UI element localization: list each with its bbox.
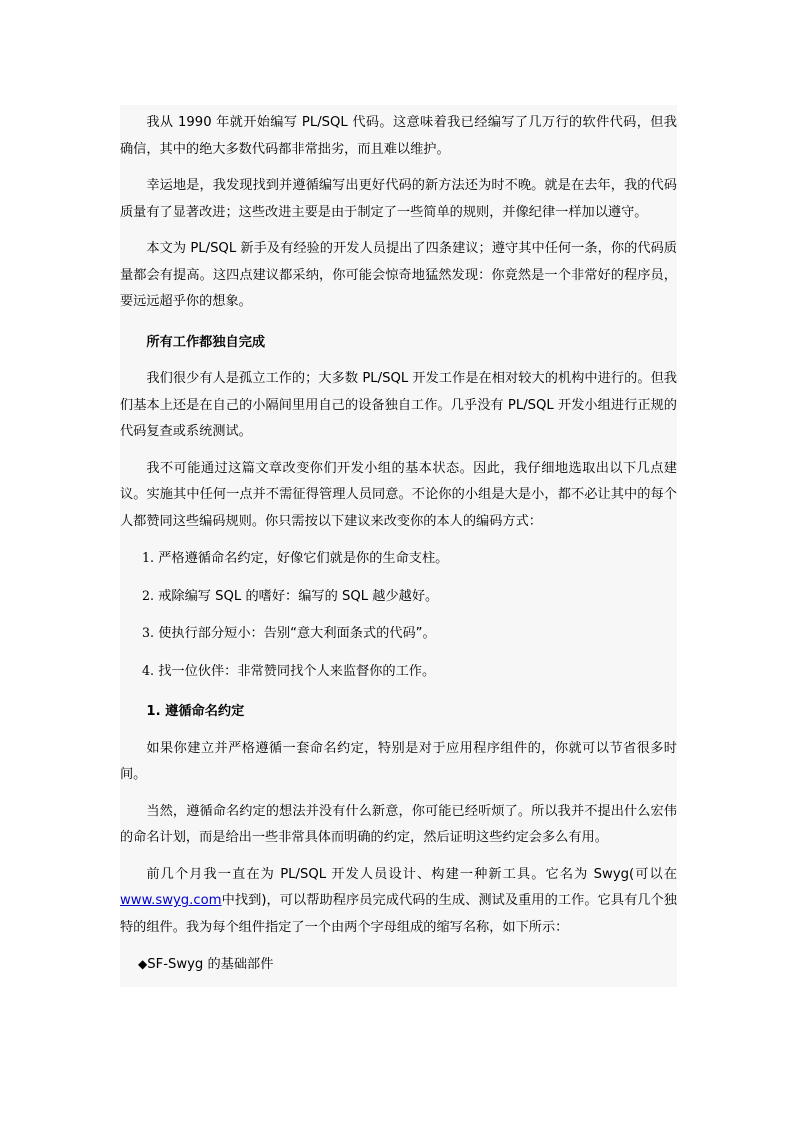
- paragraph-6: 如果你建立并严格遵循一套命名约定，特别是对于应用程序组件的，你就可以节省很多时间。: [120, 740, 677, 782]
- paragraph-8-text-after: 中找到)，可以帮助程序员完成代码的生成、测试及重用的工作。它具有几个独特的组件。我为每个组件指定了一个由两个字母组成的缩写名称，如下所示：: [120, 893, 677, 935]
- advice-item-3-label: 使执行部分短小：告别“意大利面条式的代码”。: [158, 626, 436, 641]
- paragraph-4: 我们很少有人是孤立工作的；大多数 PL/SQL 开发工作是在相对较大的机构中进行的。但我们基本上还是在自己的小隔间里用自己的设备独自工作。几乎没有 PL/SQL 开发小组进行正规的代码复查或系统测试。: [120, 371, 677, 439]
- paragraph-7: 当然，遵循命名约定的想法并没有什么新意，你可能已经听烦了。所以我并不提出什么宏伟的命名计划，而是给出一些非常具体而明确的约定，然后证明这些约定会多么有用。: [120, 803, 677, 845]
- component-item-sf-label: SF-Swyg 的基础部件: [147, 957, 274, 972]
- swyg-website-link[interactable]: www.swyg.com: [120, 893, 222, 908]
- paragraph-3: 本文为 PL/SQL 新手及有经验的开发人员提出了四条建议；遵守其中任何一条，你的代码质量都会有提高。这四点建议都采纳，你可能会惊奇地猛然发现：你竟然是一个非常好的程序员，要远远超乎你的想象。: [120, 241, 677, 309]
- paragraph-8-text-before: 前几个月我一直在为 PL/SQL 开发人员设计、构建一种新工具。它名为 Swyg(可以在: [146, 866, 677, 882]
- advice-item-3-marker: 3.: [142, 625, 155, 640]
- advice-item-3: [120, 615, 677, 653]
- heading-naming-conventions: 1. 遵循命名约定: [146, 704, 245, 719]
- advice-item-1-label: 严格遵循命名约定，好像它们就是你的生命支柱。: [158, 551, 449, 566]
- advice-item-4-marker: 4.: [142, 662, 155, 678]
- advice-item-2-label: 戒除编写 SQL 的嗜好：编写的 SQL 越少越好。: [158, 588, 439, 604]
- advice-item-2: [120, 578, 677, 616]
- document-content-block: [120, 105, 677, 987]
- advice-item-4-label: 找一位伙伴：非常赞同找个人来监督你的工作。: [158, 663, 436, 679]
- paragraph-2: 幸运地是，我发现找到并遵循编写出更好代码的新方法还为时不晚。就是在去年，我的代码质量有了显著改进；这些改进主要是由于制定了一些简单的规则，并像纪律一样加以遵守。: [120, 178, 677, 220]
- advice-item-1-marker: 1.: [142, 550, 155, 565]
- advice-item-1: [120, 540, 677, 578]
- advice-item-4: [120, 653, 677, 691]
- component-item-sf: [120, 946, 677, 987]
- paragraph-8: [120, 857, 677, 947]
- heading-all-work-alone: 所有工作都独自完成: [146, 334, 266, 350]
- diamond-bullet-icon: ◆: [138, 957, 148, 971]
- advice-item-2-marker: 2.: [142, 587, 155, 603]
- paragraph-1: 我从 1990 年就开始编写 PL/SQL 代码。这意味着我已经编写了几万行的软件代码，但我确信，其中的绝大多数代码都非常拙劣，而且难以维护。: [120, 115, 677, 157]
- paragraph-5: 我不可能通过这篇文章改变你们开发小组的基本状态。因此，我仔细地选取出以下几点建议。实施其中任何一点并不需征得管理人员同意。不论你的小组是大是小，都不必让其中的每个人都赞同这些编码规则。你只需按以下建议来改变你的本人的编码方式：: [120, 460, 677, 529]
